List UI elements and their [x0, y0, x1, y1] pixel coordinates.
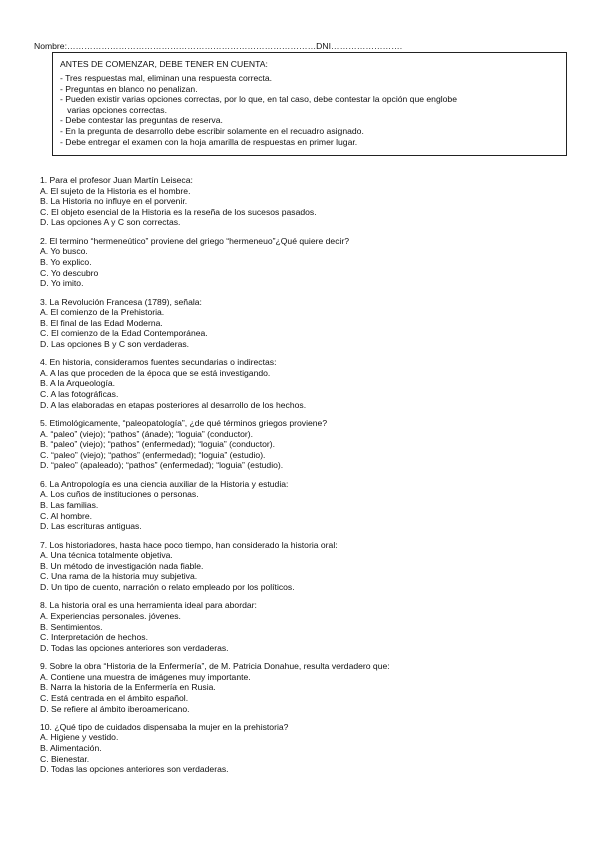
- question-text: 7. Los historiadores, hasta hace poco tiempo, han considerado la historia oral:: [40, 539, 338, 550]
- instruction-item: - Debe contestar las preguntas de reserva.: [60, 115, 223, 126]
- question-text: 10. ¿Qué tipo de cuidados dispensaba la mujer en la prehistoria?: [40, 721, 289, 732]
- question-list: [40, 175, 585, 783]
- answer-options: [40, 307, 585, 349]
- answer-option: A. Higiene y vestido.: [40, 732, 119, 743]
- answer-option: C. El comienzo de la Edad Contemporánea.: [40, 328, 208, 339]
- question-5: [40, 418, 585, 471]
- question-2: [40, 236, 585, 289]
- instructions-list: [60, 73, 566, 147]
- name-dni-line: Nombre:……………………………………………………………………………DNI…………………….: [34, 41, 403, 51]
- answer-options: [40, 246, 585, 288]
- answer-option: B. Alimentación.: [40, 743, 102, 754]
- answer-option: B. El final de las Edad Moderna.: [40, 317, 163, 328]
- answer-option: D. Un tipo de cuento, narración o relato empleado por los políticos.: [40, 581, 295, 592]
- answer-option: C. “paleo” (viejo); “pathos” (enfermedad); “loguia” (estudio).: [40, 449, 266, 460]
- instruction-item: - Preguntas en blanco no penalizan.: [60, 83, 198, 94]
- answer-option: B. Yo explico.: [40, 256, 92, 267]
- answer-option: B. Las familias.: [40, 500, 99, 511]
- answer-option: C. Bienestar.: [40, 753, 90, 764]
- answer-option: C. Interpretación de hechos.: [40, 632, 148, 643]
- question-text: 8. La historia oral es una herramienta ideal para abordar:: [40, 600, 257, 611]
- question-text: 5. Etimológicamente, “paleopatología”, ¿de qué términos griegos proviene?: [40, 418, 328, 429]
- instructions-title: ANTES DE COMENZAR, DEBE TENER EN CUENTA:: [60, 59, 268, 69]
- answer-option: D. Todas las opciones anteriores son verdaderas.: [40, 764, 229, 775]
- answer-option: A. El comienzo de la Prehistoria.: [40, 307, 165, 318]
- answer-option: B. Un método de investigación nada fiable.: [40, 560, 204, 571]
- answer-option: A. Una técnica totalmente objetiva.: [40, 550, 173, 561]
- answer-option: C. Yo descubro: [40, 267, 99, 278]
- answer-options: [40, 186, 585, 228]
- answer-options: [40, 429, 585, 471]
- question-10: [40, 722, 585, 775]
- answer-option: D. Las opciones A y C son correctas.: [40, 217, 181, 228]
- answer-option: D. “paleo” (apaleado); “pathos” (enfermedad); “loguia” (estudio).: [40, 460, 284, 471]
- instructions-box: [52, 52, 567, 156]
- answer-option: A. El sujeto de la Historia es el hombre.: [40, 185, 191, 196]
- answer-option: C. A las fotográficas.: [40, 389, 119, 400]
- answer-option: A. A las que proceden de la época que se está investigando.: [40, 367, 271, 378]
- answer-options: [40, 489, 585, 531]
- answer-option: A. Experiencias personales. jóvenes.: [40, 610, 181, 621]
- question-3: [40, 297, 585, 350]
- question-7: [40, 540, 585, 593]
- question-text: 4. En historia, consideramos fuentes secundarias o indirectas:: [40, 357, 277, 368]
- answer-option: C. El objeto esencial de la Historia es la reseña de los sucesos pasados.: [40, 206, 317, 217]
- answer-option: D. Se refiere al ámbito iberoamericano.: [40, 703, 190, 714]
- question-8: [40, 600, 585, 653]
- question-text: 2. El termino “hermeneútico” proviene del griego “hermeneuo”¿Qué quiere decir?: [40, 235, 350, 246]
- question-9: [40, 661, 585, 714]
- instruction-item: - Pueden existir varias opciones correctas, por lo que, en tal caso, debe contestar la opción que englobe: [60, 94, 457, 105]
- answer-options: [40, 550, 585, 592]
- answer-options: [40, 611, 585, 653]
- question-text: 1. Para el profesor Juan Martín Leiseca:: [40, 175, 193, 185]
- answer-option: D. Yo imito.: [40, 278, 84, 289]
- answer-option: D. Todas las opciones anteriores son verdaderas.: [40, 642, 229, 653]
- answer-option: C. Al hombre.: [40, 510, 93, 521]
- answer-option: B. Sentimientos.: [40, 621, 103, 632]
- answer-options: [40, 672, 585, 714]
- instruction-item: varias opciones correctas.: [60, 104, 167, 115]
- answer-option: A. Yo busco.: [40, 246, 88, 257]
- instruction-item: - Debe entregar el examen con la hoja amarilla de respuestas en primer lugar.: [60, 136, 358, 147]
- answer-option: B. A la Arqueología.: [40, 378, 116, 389]
- question-1: [40, 175, 585, 228]
- answer-option: A. Los cuños de instituciones o personas.: [40, 489, 199, 500]
- answer-option: A. Contiene una muestra de imágenes muy importante.: [40, 671, 251, 682]
- question-text: 3. La Revolución Francesa (1789), señala:: [40, 296, 202, 307]
- answer-option: A. “paleo” (viejo); “pathos” (ánade); “loguia” (conductor).: [40, 428, 254, 439]
- question-6: [40, 479, 585, 532]
- answer-option: C. Está centrada en el ámbito español.: [40, 692, 189, 703]
- question-text: 6. La Antropología es una ciencia auxiliar de la Historia y estudia:: [40, 478, 289, 489]
- answer-option: D. A las elaboradas en etapas posteriores al desarrollo de los hechos.: [40, 399, 307, 410]
- answer-option: D. Las escrituras antiguas.: [40, 521, 142, 532]
- answer-option: D. Las opciones B y C son verdaderas.: [40, 338, 190, 349]
- instruction-item: - En la pregunta de desarrollo debe escribir solamente en el recuadro asignado.: [60, 125, 364, 136]
- answer-options: [40, 732, 585, 774]
- answer-option: B. Narra la historia de la Enfermería en Rusia.: [40, 682, 216, 693]
- answer-options: [40, 368, 585, 410]
- question-4: [40, 357, 585, 410]
- answer-option: C. Una rama de la historia muy subjetiva.: [40, 571, 198, 582]
- answer-option: B. La Historia no influye en el porvenir.: [40, 196, 188, 207]
- instruction-item: - Tres respuestas mal, eliminan una respuesta correcta.: [60, 73, 273, 83]
- answer-option: B. “paleo” (viejo); “pathos” (enfermedad); “loguia” (conductor).: [40, 439, 275, 450]
- question-text: 9. Sobre la obra “Historia de la Enfermería”, de M. Patricia Donahue, resulta verdadero que:: [40, 661, 390, 672]
